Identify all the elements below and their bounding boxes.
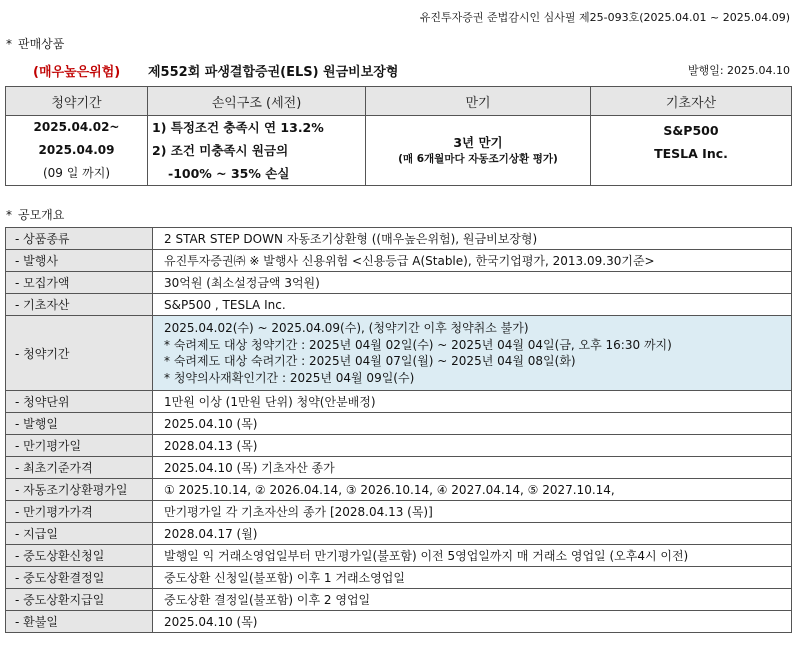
header-payoff-structure: 손익구조 (세전) <box>148 87 366 116</box>
bullet-star-icon: * <box>6 208 12 222</box>
summary-maturity-cell <box>366 116 591 186</box>
overview-row <box>6 228 792 250</box>
underlying-2: TESLA Inc. <box>654 146 728 161</box>
row-value: 유진투자증권㈜ ※ 발행사 신용위험 <신용등급 A(Stable), 한국기업평가, 2013.09.30기준> <box>153 250 792 272</box>
bullet-star-icon: * <box>6 37 12 51</box>
row-label: - 상품종류 <box>6 228 153 250</box>
row-value-period-details <box>153 316 792 391</box>
overview-row <box>6 545 792 567</box>
row-value: 만기평가일 각 기초자산의 종가 [2028.04.13 (목)] <box>153 501 792 523</box>
section-title-products <box>6 35 64 52</box>
row-value: 30억원 (최소설정금액 3억원) <box>153 272 792 294</box>
row-value: 중도상환 신청일(불포함) 이후 1 거래소영업일 <box>153 567 792 589</box>
period-detail-line: * 숙려제도 대상 청약기간 : 2025년 04월 02일(수) ~ 2025년 04월 04일(금, 오후 16:30 까지) <box>164 337 672 352</box>
row-label: - 중도상환결정일 <box>6 567 153 589</box>
row-label: - 만기평가일 <box>6 435 153 457</box>
maturity-term: 3년 만기 <box>453 134 503 150</box>
period-start: 2025.04.02~ <box>33 120 120 134</box>
row-value: S&P500 , TESLA Inc. <box>153 294 792 316</box>
row-value: 2028.04.17 (월) <box>153 523 792 545</box>
row-value: 2025.04.10 (목) 기초자산 종가 <box>153 457 792 479</box>
section-title-overview <box>6 206 64 223</box>
row-label: - 지급일 <box>6 523 153 545</box>
section-title-text: 판매상품 <box>18 37 65 51</box>
product-summary-table <box>5 86 792 186</box>
overview-row <box>6 250 792 272</box>
offering-overview-table <box>5 227 792 633</box>
section-title-text: 공모개요 <box>18 208 65 222</box>
row-label: - 모집가액 <box>6 272 153 294</box>
overview-row <box>6 272 792 294</box>
row-value: 2028.04.13 (목) <box>153 435 792 457</box>
risk-level-label: (매우높은위험) <box>33 65 121 80</box>
period-end: 2025.04.09 <box>38 143 115 157</box>
structure-line-2: 2) 조건 미충족시 원금의 <box>152 143 289 158</box>
row-value: 2 STAR STEP DOWN 자동조기상환형 ((매우높은위험), 원금비보장형) <box>153 228 792 250</box>
overview-row <box>6 435 792 457</box>
period-detail-line: * 청약의사재확인기간 : 2025년 04월 09일(수) <box>164 370 415 385</box>
row-value: 2025.04.10 (목) <box>153 611 792 633</box>
overview-row <box>6 391 792 413</box>
product-title: 제552회 파생결합증권(ELS) 원금비보장형 <box>148 65 399 80</box>
header-underlying: 기초자산 <box>591 87 792 116</box>
header-maturity: 만기 <box>366 87 591 116</box>
row-label: - 중도상환신청일 <box>6 545 153 567</box>
summary-value-row <box>6 116 792 186</box>
structure-line-3: -100% ~ 35% 손실 <box>168 166 290 181</box>
row-label: - 중도상환지급일 <box>6 589 153 611</box>
summary-period-cell <box>6 116 148 186</box>
row-label: - 발행사 <box>6 250 153 272</box>
maturity-note: (매 6개월마다 자동조기상환 평가) <box>398 152 558 165</box>
row-label: - 최초기준가격 <box>6 457 153 479</box>
overview-row <box>6 413 792 435</box>
overview-row <box>6 501 792 523</box>
row-value: ① 2025.10.14, ② 2026.04.14, ③ 2026.10.14, ④ 2027.04.14, ⑤ 2027.10.14, <box>153 479 792 501</box>
overview-row <box>6 523 792 545</box>
issue-date: 발행일: 2025.04.10 <box>687 64 790 77</box>
underlying-1: S&P500 <box>663 123 719 138</box>
row-label: - 환불일 <box>6 611 153 633</box>
overview-row <box>6 294 792 316</box>
row-label: - 자동조기상환평가일 <box>6 479 153 501</box>
row-label: - 발행일 <box>6 413 153 435</box>
overview-row <box>6 589 792 611</box>
period-until: (09 일 까지) <box>42 166 111 180</box>
header-subscription-period: 청약기간 <box>6 87 148 116</box>
row-value: 발행일 익 거래소영업일부터 만기평가일(불포함) 이전 5영업일까지 매 거래소 영업일 (오후4시 이전) <box>153 545 792 567</box>
row-value: 1만원 이상 (1만원 단위) 청약(안분배정) <box>153 391 792 413</box>
summary-structure-cell <box>148 116 366 186</box>
summary-underlying-cell <box>591 116 792 186</box>
overview-row <box>6 457 792 479</box>
row-label: - 청약기간 <box>6 316 153 391</box>
row-label: - 만기평가가격 <box>6 501 153 523</box>
overview-row <box>6 611 792 633</box>
overview-row <box>6 567 792 589</box>
period-detail-line: 2025.04.02(수) ~ 2025.04.09(수), (청약기간 이후 청약취소 불가) <box>164 321 529 335</box>
row-value: 중도상환 결정일(불포함) 이후 2 영업일 <box>153 589 792 611</box>
overview-row-subscription-period <box>6 316 792 391</box>
row-label: - 기초자산 <box>6 294 153 316</box>
review-approval-note: 유진투자증권 준법감시인 심사필 제25-093호(2025.04.01 ~ 2025.04.09) <box>419 11 790 24</box>
overview-row <box>6 479 792 501</box>
row-value: 2025.04.10 (목) <box>153 413 792 435</box>
period-detail-line: * 숙려제도 대상 숙려기간 : 2025년 04월 07일(월) ~ 2025년 04월 08일(화) <box>164 354 576 368</box>
row-label: - 청약단위 <box>6 391 153 413</box>
structure-line-1: 1) 특정조건 충족시 연 13.2% <box>152 120 324 135</box>
summary-header-row <box>6 87 792 116</box>
